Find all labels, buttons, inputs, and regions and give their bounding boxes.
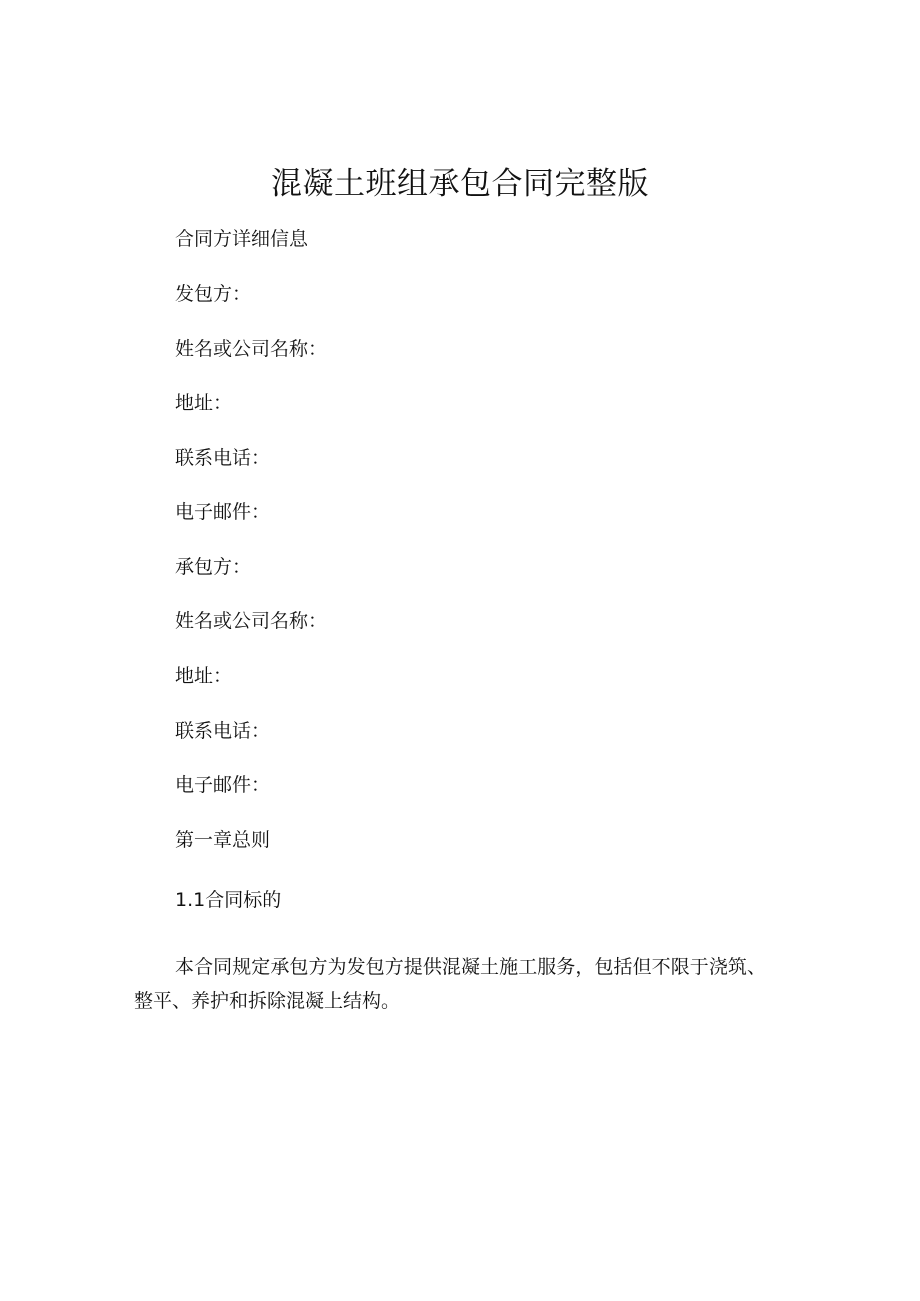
chapter-1-heading: 第一章总则 <box>175 829 271 851</box>
employer-label: 发包方： <box>175 283 252 305</box>
employer-email-label: 电子邮件： <box>175 501 271 523</box>
document-title: 混凝土班组承包合同完整版 <box>271 166 649 202</box>
contractor-label: 承包方： <box>175 556 252 578</box>
contractor-name-label: 姓名或公司名称： <box>175 610 328 632</box>
contractor-address-label: 地址： <box>175 665 233 687</box>
section-1-1-heading: 1.1合同标的 <box>175 889 282 911</box>
contractor-email-label: 电子邮件： <box>175 774 271 796</box>
employer-name-label: 姓名或公司名称： <box>175 338 328 360</box>
section-1-1-paragraph: 本合同规定承包方为发包方提供混凝土施工服务，包括但不限于浇筑、整平、养护和拆除混凝上结构。 <box>134 956 766 1012</box>
employer-address-label: 地址： <box>175 392 233 414</box>
contractor-phone-label: 联系电话： <box>175 720 271 742</box>
parties-heading: 合同方详细信息 <box>175 228 309 250</box>
employer-phone-label: 联系电话： <box>175 447 271 469</box>
